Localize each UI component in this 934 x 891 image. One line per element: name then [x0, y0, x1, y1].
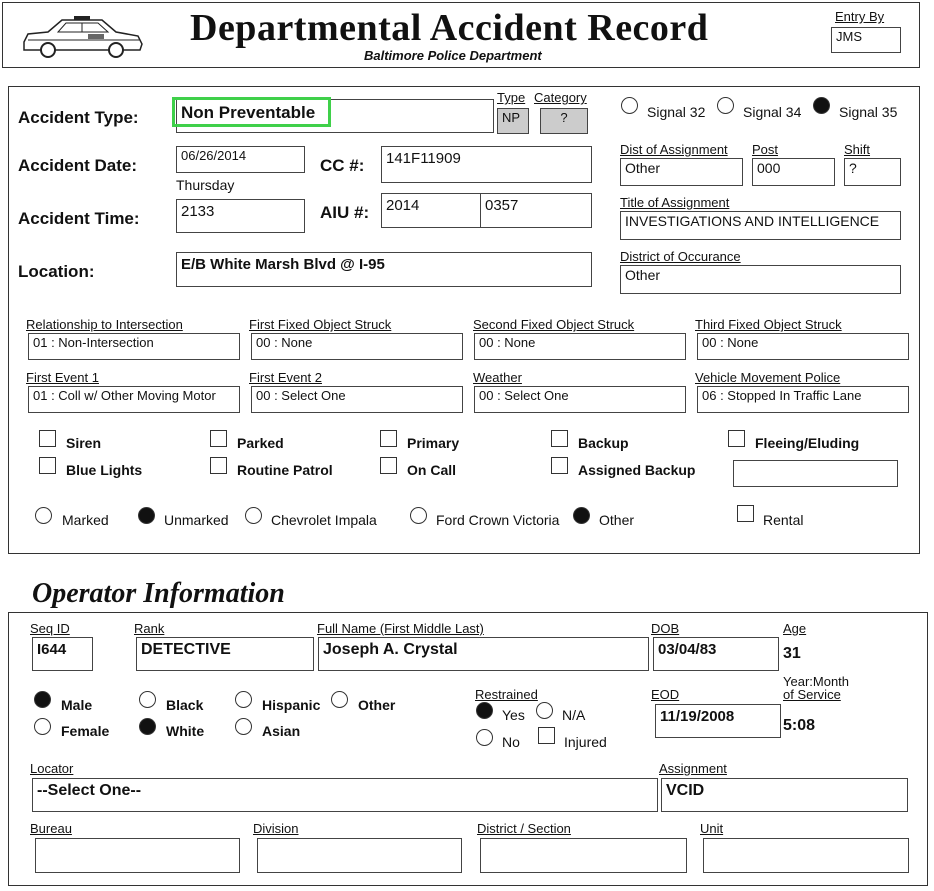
- marked-radio[interactable]: [35, 507, 52, 524]
- weather-field[interactable]: 00 : Select One: [474, 386, 686, 413]
- shift-label: Shift: [844, 142, 871, 157]
- fleeing-details-field[interactable]: [733, 460, 898, 487]
- rel-intersection-label: Relationship to Intersection: [26, 317, 183, 332]
- signal-32-label: Signal 32: [647, 104, 706, 120]
- cc-field[interactable]: 141F11909: [381, 146, 592, 183]
- full-name-label: Full Name (First Middle Last): [317, 621, 484, 636]
- category-label: Category: [534, 90, 587, 105]
- white-label: White: [166, 723, 205, 739]
- hispanic-label: Hispanic: [262, 697, 321, 713]
- dob-field[interactable]: 03/04/83: [653, 637, 779, 671]
- cc-label: CC #:: [320, 156, 365, 175]
- dist-assign-field[interactable]: Other: [620, 158, 743, 186]
- category-field[interactable]: ?: [540, 108, 588, 134]
- seq-id-field[interactable]: I644: [32, 637, 93, 671]
- shift-field[interactable]: ?: [844, 158, 901, 186]
- hispanic-radio[interactable]: [235, 691, 252, 708]
- page-subtitle: Baltimore Police Department: [364, 48, 542, 63]
- primary-label: Primary: [407, 435, 460, 451]
- service-value: 5:08: [783, 717, 816, 734]
- male-radio[interactable]: [34, 691, 51, 708]
- restrained-no-label: No: [502, 734, 520, 750]
- injured-checkbox[interactable]: [538, 727, 555, 744]
- backup-checkbox[interactable]: [551, 430, 568, 447]
- black-radio[interactable]: [139, 691, 156, 708]
- title-assign-field[interactable]: INVESTIGATIONS AND INTELLIGENCE: [620, 211, 901, 240]
- rank-label: Rank: [134, 621, 165, 636]
- dist-assign-label: Dist of Assignment: [620, 142, 728, 157]
- vehicle-movement-label: Vehicle Movement Police: [695, 370, 841, 385]
- aiu-label: AIU #:: [320, 203, 370, 222]
- first-event-field[interactable]: 01 : Coll w/ Other Moving Motor: [28, 386, 240, 413]
- accident-type-highlight: [172, 97, 331, 127]
- service-label-1: Year:Month: [783, 674, 850, 689]
- signal-34-label: Signal 34: [743, 104, 802, 120]
- signal-34-radio[interactable]: [717, 97, 734, 114]
- assignment-label: Assignment: [659, 761, 727, 776]
- eod-field[interactable]: 11/19/2008: [655, 704, 781, 738]
- accident-type-field[interactable]: Non Preventable: [176, 99, 494, 133]
- signal-32-radio[interactable]: [621, 97, 638, 114]
- post-label: Post: [752, 142, 779, 157]
- accident-time-field[interactable]: 2133: [176, 199, 305, 233]
- marked-label: Marked: [62, 512, 109, 528]
- first-event2-field[interactable]: 00 : Select One: [251, 386, 463, 413]
- third-fixed-field[interactable]: 00 : None: [697, 333, 909, 360]
- aiu-field-2[interactable]: 0357: [480, 193, 592, 228]
- female-radio[interactable]: [34, 718, 51, 735]
- on-call-label: On Call: [407, 462, 457, 478]
- age-label: Age: [783, 621, 807, 636]
- full-name-field[interactable]: Joseph A. Crystal: [318, 637, 649, 671]
- location-field[interactable]: E/B White Marsh Blvd @ I-95: [176, 252, 592, 287]
- assignment-field[interactable]: VCID: [661, 778, 908, 812]
- parked-checkbox[interactable]: [210, 430, 227, 447]
- rental-label: Rental: [763, 512, 804, 528]
- black-label: Black: [166, 697, 204, 713]
- locator-label: Locator: [30, 761, 74, 776]
- vehicle-movement-field[interactable]: 06 : Stopped In Traffic Lane: [697, 386, 909, 413]
- first-event-label: First Event 1: [26, 370, 99, 385]
- unmarked-label: Unmarked: [164, 512, 229, 528]
- operator-section-title: Operator Information: [32, 578, 285, 609]
- second-fixed-field[interactable]: 00 : None: [474, 333, 686, 360]
- blue-lights-label: Blue Lights: [66, 462, 143, 478]
- blue-lights-checkbox[interactable]: [39, 457, 56, 474]
- aiu-field-1[interactable]: 2014: [381, 193, 481, 228]
- weather-label: Weather: [473, 370, 522, 385]
- first-fixed-field[interactable]: 00 : None: [251, 333, 463, 360]
- locator-field[interactable]: --Select One--: [32, 778, 658, 812]
- district-section-field[interactable]: [480, 838, 687, 873]
- siren-checkbox[interactable]: [39, 430, 56, 447]
- chevrolet-impala-radio[interactable]: [245, 507, 262, 524]
- female-label: Female: [61, 723, 110, 739]
- police-car-icon: [18, 12, 148, 60]
- accident-day-text: Thursday: [176, 177, 235, 193]
- vehicle-other-label: Other: [599, 512, 635, 528]
- asian-label: Asian: [262, 723, 301, 739]
- accident-type-label: Accident Type:: [18, 108, 139, 127]
- race-other-label: Other: [358, 697, 396, 713]
- type-col-field[interactable]: NP: [497, 108, 529, 134]
- dob-label: DOB: [651, 621, 680, 636]
- first-fixed-label: First Fixed Object Struck: [249, 317, 392, 332]
- vehicle-other-radio[interactable]: [573, 507, 590, 524]
- restrained-yes-radio[interactable]: [476, 702, 493, 719]
- division-field[interactable]: [257, 838, 462, 873]
- unit-field[interactable]: [703, 838, 909, 873]
- type-col-label: Type: [497, 90, 526, 105]
- asian-radio[interactable]: [235, 718, 252, 735]
- white-radio[interactable]: [139, 718, 156, 735]
- third-fixed-label: Third Fixed Object Struck: [695, 317, 842, 332]
- injured-label: Injured: [564, 734, 607, 750]
- on-call-checkbox[interactable]: [380, 457, 397, 474]
- accident-date-label: Accident Date:: [18, 156, 138, 175]
- post-field[interactable]: 000: [752, 158, 835, 186]
- unit-label: Unit: [700, 821, 724, 836]
- unmarked-radio[interactable]: [138, 507, 155, 524]
- location-label: Location:: [18, 262, 95, 281]
- entry-by-field[interactable]: JMS: [831, 27, 901, 53]
- page-title: Departmental Accident Record: [190, 7, 709, 49]
- accident-date-field[interactable]: 06/26/2014: [176, 146, 305, 173]
- service-label-2: of Service: [783, 687, 841, 702]
- restrained-na-label: N/A: [562, 707, 586, 723]
- restrained-label: Restrained: [475, 687, 538, 702]
- restrained-yes-label: Yes: [502, 707, 525, 723]
- male-label: Male: [61, 697, 93, 713]
- race-other-radio[interactable]: [331, 691, 348, 708]
- bureau-label: Bureau: [30, 821, 72, 836]
- age-value: 31: [783, 645, 801, 662]
- assigned-backup-label: Assigned Backup: [578, 462, 696, 478]
- rental-checkbox[interactable]: [737, 505, 754, 522]
- assigned-backup-checkbox[interactable]: [551, 457, 568, 474]
- title-assign-label: Title of Assignment: [620, 195, 730, 210]
- chevrolet-impala-label: Chevrolet Impala: [271, 512, 377, 528]
- signal-35-radio[interactable]: [813, 97, 830, 114]
- accident-time-label: Accident Time:: [18, 209, 140, 228]
- district-occ-label: District of Occurance: [620, 249, 741, 264]
- seq-id-label: Seq ID: [30, 621, 70, 636]
- division-label: Division: [253, 821, 299, 836]
- routine-patrol-label: Routine Patrol: [237, 462, 333, 478]
- backup-label: Backup: [578, 435, 629, 451]
- ford-crown-victoria-label: Ford Crown Victoria: [436, 512, 560, 528]
- parked-label: Parked: [237, 435, 284, 451]
- first-event2-label: First Event 2: [249, 370, 322, 385]
- restrained-no-radio[interactable]: [476, 729, 493, 746]
- district-occ-field[interactable]: Other: [620, 265, 901, 294]
- siren-label: Siren: [66, 435, 102, 451]
- primary-checkbox[interactable]: [380, 430, 397, 447]
- fleeing-checkbox[interactable]: [728, 430, 745, 447]
- district-section-label: District / Section: [477, 821, 571, 836]
- second-fixed-label: Second Fixed Object Struck: [473, 317, 635, 332]
- eod-label: EOD: [651, 687, 680, 702]
- rel-intersection-field[interactable]: 01 : Non-Intersection: [28, 333, 240, 360]
- rank-field[interactable]: DETECTIVE: [136, 637, 314, 671]
- signal-35-label: Signal 35: [839, 104, 898, 120]
- entry-by-label: Entry By: [835, 9, 885, 24]
- bureau-field[interactable]: [35, 838, 240, 873]
- ford-crown-victoria-radio[interactable]: [410, 507, 427, 524]
- routine-patrol-checkbox[interactable]: [210, 457, 227, 474]
- restrained-na-radio[interactable]: [536, 702, 553, 719]
- fleeing-label: Fleeing/Eluding: [755, 435, 860, 451]
